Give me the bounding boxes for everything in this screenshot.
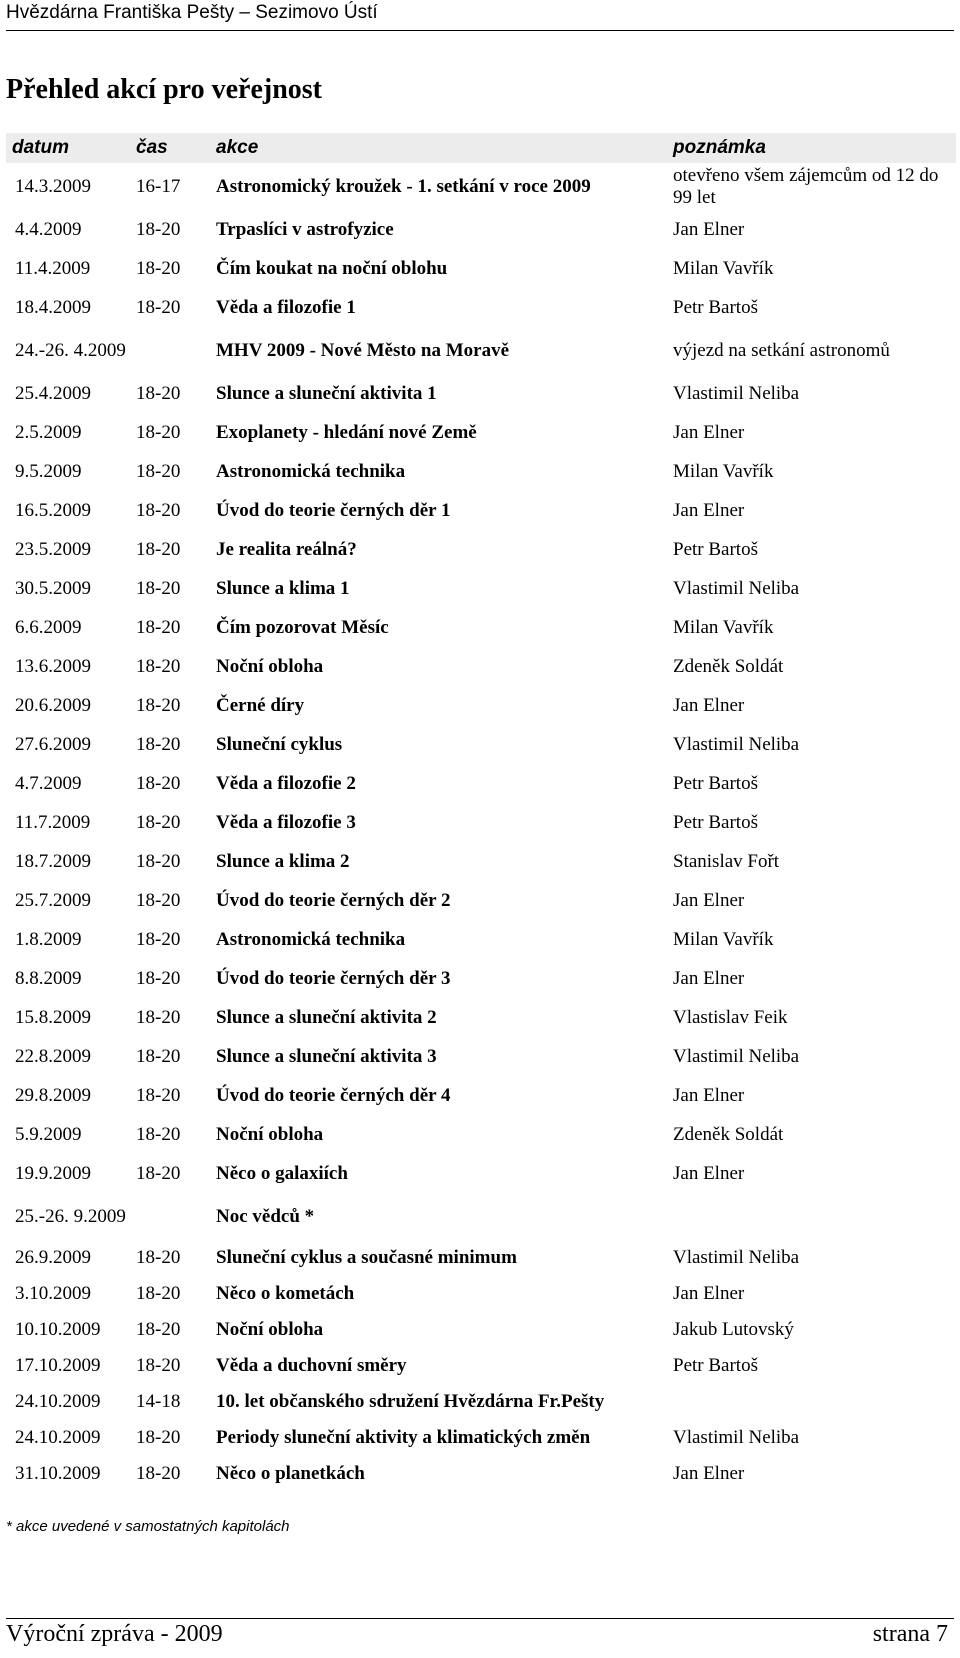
date-cell: 24.10.2009 (15, 1391, 101, 1412)
time-cell: 18-20 (136, 1463, 181, 1484)
date-cell: 25.7.2009 (15, 889, 91, 911)
table-row (6, 920, 956, 959)
event-cell: Věda a filozofie 2 (216, 772, 356, 794)
time-cell: 16-17 (136, 175, 181, 197)
table-row (6, 1276, 956, 1312)
time-cell: 18-20 (136, 499, 181, 521)
event-cell: Věda a filozofie 1 (216, 296, 356, 318)
date-cell: 25.4.2009 (15, 382, 91, 404)
table-row (6, 1384, 956, 1420)
event-cell: Exoplanety - hledání nové Země (216, 421, 477, 443)
date-cell: 14.3.2009 (15, 175, 91, 197)
time-cell: 18-20 (136, 889, 181, 911)
date-cell: 29.8.2009 (15, 1084, 91, 1106)
table-row (6, 725, 956, 764)
date-cell: 27.6.2009 (15, 733, 91, 755)
date-cell: 24.-26. 4.2009 (15, 339, 126, 361)
note-cell: Vlastimil Neliba (673, 382, 800, 404)
event-cell: Slunce a sluneční aktivita 3 (216, 1045, 437, 1067)
time-cell: 18-20 (136, 1319, 181, 1340)
date-cell: 19.9.2009 (15, 1162, 91, 1184)
date-cell: 11.4.2009 (15, 257, 91, 279)
event-cell: Periody sluneční aktivity a klimatických změn (216, 1427, 591, 1448)
footer-report-title: Výroční zpráva - 2009 (6, 1621, 223, 1647)
date-cell: 4.4.2009 (15, 218, 82, 240)
note-cell: Jan Elner (673, 1084, 745, 1106)
event-cell: Astronomická technika (216, 928, 406, 950)
table-header-row (6, 133, 956, 163)
column-header-poznamka: poznámka (673, 137, 766, 158)
event-cell: Je realita reálná? (216, 538, 357, 560)
table-row (6, 569, 956, 608)
table-row (6, 1240, 956, 1276)
table-row (6, 288, 956, 327)
date-cell: 30.5.2009 (15, 577, 91, 599)
event-cell: Slunce a sluneční aktivita 1 (216, 382, 437, 404)
event-cell: Slunce a sluneční aktivita 2 (216, 1006, 437, 1028)
event-cell: Slunce a klima 1 (216, 577, 350, 599)
note-cell: Jan Elner (673, 421, 745, 443)
date-cell: 2.5.2009 (15, 421, 82, 443)
event-cell: Úvod do teorie černých děr 2 (216, 889, 451, 911)
note-cell: Jakub Lutovský (673, 1319, 794, 1340)
event-cell: Úvod do teorie černých děr 4 (216, 1084, 451, 1106)
time-cell (136, 1193, 216, 1240)
table-row (6, 491, 956, 530)
event-cell: Čím koukat na noční oblohu (216, 257, 448, 279)
table-row (6, 163, 956, 210)
time-cell: 18-20 (136, 811, 181, 833)
time-cell: 18-20 (136, 1162, 181, 1184)
date-cell: 15.8.2009 (15, 1006, 91, 1028)
time-cell: 18-20 (136, 772, 181, 794)
table-row (6, 249, 956, 288)
note-cell: Vlastimil Neliba (673, 577, 800, 599)
event-cell: Trpaslíci v astrofyzice (216, 218, 394, 240)
time-cell: 18-20 (136, 967, 181, 989)
footer-divider (6, 1618, 954, 1619)
date-cell: 24.10.2009 (15, 1427, 101, 1448)
note-cell: Jan Elner (673, 218, 745, 240)
date-cell: 18.7.2009 (15, 850, 91, 872)
note-cell: Milan Vavřík (673, 928, 774, 950)
event-cell: Něco o kometách (216, 1283, 355, 1304)
event-cell: Noční obloha (216, 1123, 324, 1145)
time-cell: 18-20 (136, 733, 181, 755)
note-cell: Vlastimil Neliba (673, 733, 800, 755)
note-cell: Petr Bartoš (673, 811, 758, 833)
note-cell: Vlastislav Feik (673, 1006, 788, 1028)
table-row (6, 1193, 956, 1240)
time-cell: 18-20 (136, 1427, 181, 1448)
date-cell: 22.8.2009 (15, 1045, 91, 1067)
table-row (6, 959, 956, 998)
date-cell: 5.9.2009 (15, 1123, 82, 1145)
time-cell: 18-20 (136, 1006, 181, 1028)
column-header-datum: datum (12, 137, 69, 158)
event-cell: Astronomická technika (216, 460, 406, 482)
footnote: * akce uvedené v samostatných kapitolách (6, 1518, 290, 1535)
event-cell: Úvod do teorie černých děr 3 (216, 967, 451, 989)
date-cell: 20.6.2009 (15, 694, 91, 716)
event-cell: Věda a duchovní směry (216, 1355, 407, 1376)
time-cell: 18-20 (136, 1084, 181, 1106)
time-cell: 18-20 (136, 694, 181, 716)
note-cell: Jan Elner (673, 1283, 745, 1304)
time-cell: 18-20 (136, 257, 181, 279)
time-cell (136, 327, 216, 374)
time-cell: 18-20 (136, 616, 181, 638)
date-cell: 18.4.2009 (15, 296, 91, 318)
table-row (6, 998, 956, 1037)
table-row (6, 686, 956, 725)
note-cell (673, 1384, 956, 1420)
table-row (6, 1456, 956, 1492)
event-cell: Noční obloha (216, 1319, 324, 1340)
time-cell: 18-20 (136, 218, 181, 240)
note-cell: Milan Vavřík (673, 460, 774, 482)
note-cell: Milan Vavřík (673, 257, 774, 279)
note-cell: Jan Elner (673, 499, 745, 521)
table-row (6, 1115, 956, 1154)
table-row (6, 374, 956, 413)
note-cell: Vlastimil Neliba (673, 1247, 800, 1268)
date-cell: 10.10.2009 (15, 1319, 101, 1340)
note-cell: Jan Elner (673, 967, 745, 989)
column-header-cas: čas (136, 137, 168, 158)
table-row (6, 881, 956, 920)
table-row (6, 413, 956, 452)
date-cell: 26.9.2009 (15, 1247, 91, 1268)
note-cell: otevřeno všem zájemcům od 12 do 99 let (673, 164, 939, 208)
footer-page-number: strana 7 (872, 1621, 948, 1647)
note-cell: Zdeněk Soldát (673, 655, 784, 677)
time-cell: 18-20 (136, 1123, 181, 1145)
time-cell: 18-20 (136, 1045, 181, 1067)
time-cell: 18-20 (136, 655, 181, 677)
time-cell: 18-20 (136, 460, 181, 482)
table-row (6, 1154, 956, 1193)
header-divider (6, 30, 954, 31)
note-cell (673, 1193, 956, 1240)
date-cell: 17.10.2009 (15, 1355, 101, 1376)
event-cell: Noc vědců * (216, 1205, 315, 1227)
events-table (6, 133, 956, 1492)
event-cell: MHV 2009 - Nové Město na Moravě (216, 339, 510, 361)
table-row (6, 1312, 956, 1348)
event-cell: Věda a filozofie 3 (216, 811, 356, 833)
note-cell: Jan Elner (673, 1162, 745, 1184)
time-cell: 18-20 (136, 538, 181, 560)
date-cell: 4.7.2009 (15, 772, 82, 794)
time-cell: 18-20 (136, 928, 181, 950)
table-row (6, 803, 956, 842)
time-cell: 18-20 (136, 421, 181, 443)
date-cell: 6.6.2009 (15, 616, 82, 638)
event-cell: Sluneční cyklus (216, 733, 343, 755)
table-row (6, 1420, 956, 1456)
event-cell: 10. let občanského sdružení Hvězdárna Fr.Pešty (216, 1391, 605, 1412)
note-cell: Stanislav Fořt (673, 850, 780, 872)
date-cell: 16.5.2009 (15, 499, 91, 521)
table-row (6, 647, 956, 686)
note-cell: Petr Bartoš (673, 772, 758, 794)
date-cell: 3.10.2009 (15, 1283, 91, 1304)
event-cell: Něco o galaxiích (216, 1162, 348, 1184)
event-cell: Něco o planetkách (216, 1463, 365, 1484)
table-row (6, 608, 956, 647)
table-row (6, 764, 956, 803)
time-cell: 18-20 (136, 850, 181, 872)
note-cell: Vlastimil Neliba (673, 1427, 800, 1448)
table-row (6, 1348, 956, 1384)
time-cell: 18-20 (136, 1283, 181, 1304)
event-cell: Čím pozorovat Měsíc (216, 616, 389, 638)
table-row (6, 530, 956, 569)
column-header-akce: akce (216, 137, 259, 158)
note-cell: Milan Vavřík (673, 616, 774, 638)
note-cell: Petr Bartoš (673, 538, 758, 560)
date-cell: 23.5.2009 (15, 538, 91, 560)
table-row (6, 1037, 956, 1076)
event-cell: Astronomický kroužek - 1. setkání v roce 2009 (216, 175, 591, 197)
date-cell: 25.-26. 9.2009 (15, 1205, 126, 1227)
date-cell: 13.6.2009 (15, 655, 91, 677)
time-cell: 18-20 (136, 382, 181, 404)
event-cell: Slunce a klima 2 (216, 850, 350, 872)
table-row (6, 842, 956, 881)
table-row (6, 327, 956, 374)
date-cell: 31.10.2009 (15, 1463, 101, 1484)
date-cell: 11.7.2009 (15, 811, 91, 833)
time-cell: 18-20 (136, 296, 181, 318)
time-cell: 18-20 (136, 1247, 181, 1268)
page-title: Přehled akcí pro veřejnost (6, 74, 322, 105)
note-cell: výjezd na setkání astronomů (673, 339, 890, 361)
date-cell: 1.8.2009 (15, 928, 82, 950)
event-cell: Úvod do teorie černých děr 1 (216, 499, 451, 521)
header-title: Hvězdárna Františka Pešty – Sezimovo Ústí (6, 2, 378, 23)
event-cell: Černé díry (216, 694, 305, 716)
time-cell: 18-20 (136, 577, 181, 599)
note-cell: Jan Elner (673, 694, 745, 716)
time-cell: 14-18 (136, 1391, 181, 1412)
note-cell: Petr Bartoš (673, 296, 758, 318)
date-cell: 8.8.2009 (15, 967, 82, 989)
event-cell: Sluneční cyklus a současné minimum (216, 1247, 517, 1268)
date-cell: 9.5.2009 (15, 460, 82, 482)
note-cell: Jan Elner (673, 889, 745, 911)
table-row (6, 210, 956, 249)
event-cell: Noční obloha (216, 655, 324, 677)
table-row (6, 1076, 956, 1115)
note-cell: Petr Bartoš (673, 1355, 758, 1376)
time-cell: 18-20 (136, 1355, 181, 1376)
note-cell: Jan Elner (673, 1463, 745, 1484)
table-row (6, 452, 956, 491)
note-cell: Vlastimil Neliba (673, 1045, 800, 1067)
note-cell: Zdeněk Soldát (673, 1123, 784, 1145)
